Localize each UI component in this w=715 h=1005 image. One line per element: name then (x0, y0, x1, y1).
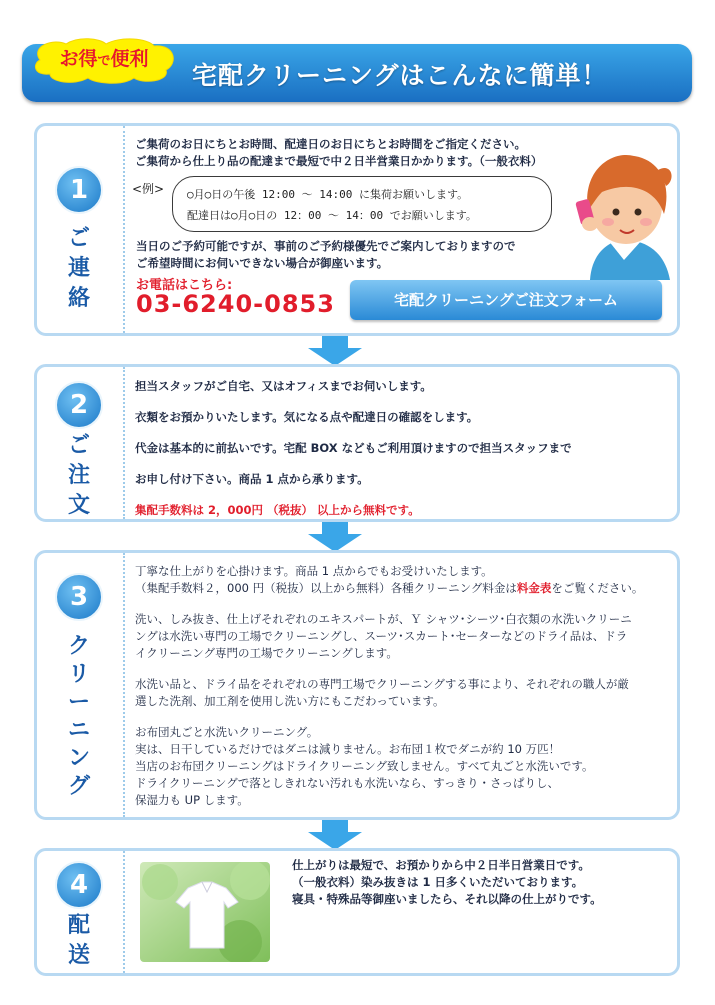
cleaning-text: 洗い、しみ抜き、仕上げそれぞれのエキスパートが、Ｙ シャツ･シーツ･白衣類の水洗いクリーニ (135, 612, 632, 626)
cleaning-text: 実は、日干しているだけではダニは減りません。お布団１枚でダニが約 10 万匹！ (135, 742, 561, 756)
step-number: 1 (55, 166, 103, 214)
speech-bubble (172, 176, 552, 232)
step-number: 3 (55, 573, 103, 621)
cleaning-text: イクリーニング専門の工場でクリーニングします。 (135, 646, 398, 660)
step-label: クリーニング (67, 634, 90, 799)
note-line: 当日のご予約可能ですが、事前のご予約様優先でご案内しておりますので (136, 239, 516, 253)
badge-text-c: 便利 (110, 48, 149, 70)
badge-text-a: お得 (59, 48, 98, 70)
badge-text-b: で (97, 54, 111, 69)
cleaning-intro: 丁寧な仕上がりを心掛けます。商品 1 点からでもお受けいたします。 (135, 564, 493, 578)
phone-number[interactable]: 03-6240-0853 (136, 290, 335, 318)
cleaning-text: ングは水洗い専門の工場でクリーニングし、スーツ･スカート･セーターなどのドライ品は、ドラ (135, 629, 628, 643)
page-title: 宅配クリーニングはこんなに簡単！ (192, 61, 608, 90)
step-number: 4 (55, 861, 103, 909)
order-line: 代金は基本的に前払いです。宅配 BOX などもご利用頂けますので担当スタッフまで (135, 441, 572, 455)
delivery-fee-note: 集配手数料は 2，000円 （税抜） 以上から無料です。 (135, 503, 420, 517)
step-order (34, 364, 680, 522)
cleaning-text: 保湿力も UP します。 (135, 793, 249, 807)
cleaning-text: 選した洗剤、加工剤を使用し洗い方にもこだわっています。 (135, 694, 445, 708)
white-shirt-photo (140, 862, 270, 962)
step-cleaning (34, 550, 680, 820)
step-label: 配送 (67, 913, 90, 968)
cleaning-text: ドライクリーニングで落としきれない汚れも水洗いなら、すっきり・さっぱりし、 (135, 776, 560, 790)
cleaning-intro: （集配手数料２，000 円（税抜）以上から無料）各種クリーニング料金は (135, 581, 517, 595)
order-line: 衣類をお預かりいたします。気になる点や配達日の確認をします。 (135, 410, 479, 424)
note-line: ご希望時間にお伺いできない場合が御座います。 (136, 256, 389, 270)
contact-line: ご集荷から仕上り品の配達まで最短で中２日半営業日かかります。（一般衣料） (135, 154, 543, 168)
price-list-link[interactable]: 料金表 (516, 581, 552, 595)
step-number: 2 (55, 381, 103, 429)
operator-illustration (572, 140, 676, 280)
cleaning-intro: をご覧ください。 (551, 581, 644, 595)
step-delivery (34, 848, 680, 976)
bubble-line: ○月○日の午後 12:00 〜 14:00 に集荷お願いします。 (187, 188, 469, 201)
cleaning-text: お布団丸ごと水洗いクリーニング。 (135, 725, 319, 739)
order-form-button[interactable]: 宅配クリーニングご注文フォーム (350, 280, 662, 320)
order-line: お申し付け下さい。商品 1 点から承ります。 (135, 472, 369, 486)
cleaning-text: 当店のお布団クリーニングはドライクリーニング致しません。すべて丸ごと水洗いです。 (135, 759, 594, 773)
phone-label: お電話はこちら: (136, 278, 233, 293)
step-label: ご注文 (67, 433, 90, 518)
contact-notes (136, 238, 516, 272)
example-label: <例> (132, 182, 165, 196)
order-line: 担当スタッフがご自宅、又はオフィスまでお伺いします。 (135, 379, 432, 393)
delivery-line: 仕上がりは最短で、お預かりから中２日半日営業日です。 (292, 858, 590, 872)
bubble-line: 配達日は○月○日の 12：00 〜 14：00 でお願いします。 (187, 209, 477, 222)
down-arrow-icon (308, 522, 362, 552)
contact-line: ご集荷のお日にちとお時間、配達日のお日にちとお時間をご指定ください。 (135, 137, 526, 151)
delivery-line: 寝具・特殊品等御座いましたら、それ以降の仕上がりです。 (292, 892, 602, 906)
delivery-line: （一般衣料）染み抜きは 1 日多くいただいております。 (292, 875, 584, 889)
step-label: ご連絡 (67, 226, 90, 311)
cleaning-text: 水洗い品と、ドライ品をそれぞれの専門工場でクリーニングする事により、それぞれの職人が厳 (135, 677, 629, 691)
down-arrow-icon (308, 336, 362, 366)
promo-badge (30, 36, 178, 84)
down-arrow-icon (308, 820, 362, 850)
